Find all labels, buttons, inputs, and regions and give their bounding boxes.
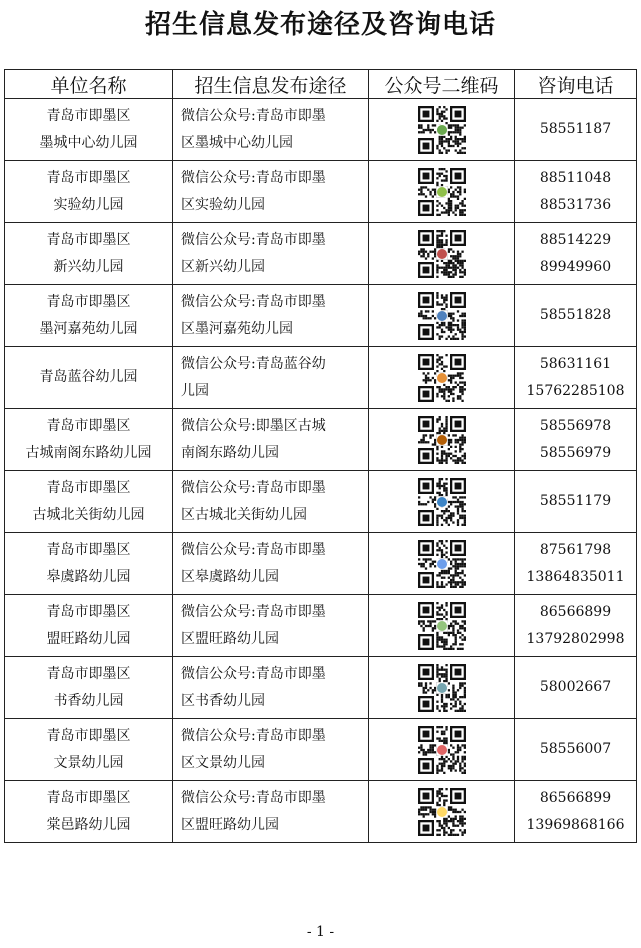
channel-cell bbox=[173, 409, 369, 471]
qr-cell bbox=[369, 781, 515, 843]
table-row bbox=[5, 161, 637, 223]
channel-line: 微信公众号:青岛市即墨 bbox=[181, 727, 326, 744]
channel-line: 区文景幼儿园 bbox=[181, 754, 265, 771]
qr-code-icon bbox=[418, 664, 466, 712]
header-channel: 招生信息发布途径 bbox=[173, 70, 369, 99]
table-row bbox=[5, 409, 637, 471]
channel-cell bbox=[173, 99, 369, 161]
table-row bbox=[5, 471, 637, 533]
channel-line: 区实验幼儿园 bbox=[181, 196, 265, 213]
unit-name-line: 青岛市即墨区 bbox=[46, 789, 131, 806]
phone-number: 87561798 bbox=[539, 541, 612, 558]
phone-number: 88531736 bbox=[539, 196, 612, 213]
unit-name-cell bbox=[5, 595, 173, 657]
unit-name-cell bbox=[5, 471, 173, 533]
channel-cell bbox=[173, 781, 369, 843]
unit-name-cell bbox=[5, 161, 173, 223]
unit-name-line: 墨城中心幼儿园 bbox=[39, 134, 138, 151]
qr-code-icon bbox=[418, 726, 466, 774]
unit-name-line: 文景幼儿园 bbox=[53, 754, 124, 771]
unit-name-line: 青岛市即墨区 bbox=[46, 107, 131, 124]
phone-number: 88514229 bbox=[539, 231, 612, 248]
phone-number: 58556978 bbox=[539, 417, 612, 434]
qr-cell bbox=[369, 657, 515, 719]
unit-name-cell bbox=[5, 657, 173, 719]
channel-line: 区墨城中心幼儿园 bbox=[181, 134, 293, 151]
phone-number: 58556007 bbox=[539, 741, 612, 757]
unit-name-cell bbox=[5, 719, 173, 781]
channel-cell bbox=[173, 347, 369, 409]
phone-number: 15762285108 bbox=[526, 382, 625, 399]
phone-cell bbox=[515, 719, 637, 781]
phone-number: 13792802998 bbox=[526, 630, 625, 647]
phone-cell bbox=[515, 223, 637, 285]
channel-cell bbox=[173, 223, 369, 285]
table-row bbox=[5, 347, 637, 409]
page-number: - 1 - bbox=[306, 924, 335, 940]
unit-name-line: 书香幼儿园 bbox=[53, 692, 124, 709]
phone-number: 86566899 bbox=[539, 789, 612, 806]
channel-line: 区墨河嘉苑幼儿园 bbox=[181, 320, 293, 337]
phone-cell bbox=[515, 471, 637, 533]
unit-name-line: 墨河嘉苑幼儿园 bbox=[39, 320, 138, 337]
phone-cell bbox=[515, 781, 637, 843]
unit-name-line: 古城南阁东路幼儿园 bbox=[25, 444, 152, 461]
unit-name-line: 青岛市即墨区 bbox=[46, 603, 131, 620]
qr-code-icon bbox=[418, 416, 466, 464]
channel-line: 区新兴幼儿园 bbox=[181, 258, 265, 275]
table-row bbox=[5, 595, 637, 657]
channel-cell bbox=[173, 161, 369, 223]
channel-line: 微信公众号:青岛市即墨 bbox=[181, 479, 326, 496]
table-row bbox=[5, 533, 637, 595]
channel-line: 区盟旺路幼儿园 bbox=[181, 816, 279, 833]
phone-cell bbox=[515, 285, 637, 347]
header-unit: 单位名称 bbox=[5, 70, 173, 99]
phone-number: 58551187 bbox=[539, 121, 612, 137]
table-row bbox=[5, 781, 637, 843]
channel-cell bbox=[173, 657, 369, 719]
channel-line: 微信公众号:青岛市即墨 bbox=[181, 789, 326, 806]
phone-cell bbox=[515, 347, 637, 409]
phone-cell bbox=[515, 161, 637, 223]
qr-cell bbox=[369, 533, 515, 595]
phone-cell bbox=[515, 409, 637, 471]
unit-name-line: 棠邑路幼儿园 bbox=[46, 816, 131, 833]
unit-name-line: 青岛市即墨区 bbox=[46, 727, 131, 744]
qr-cell bbox=[369, 471, 515, 533]
phone-cell bbox=[515, 99, 637, 161]
channel-line: 微信公众号:青岛市即墨 bbox=[181, 231, 326, 248]
channel-line: 微信公众号:青岛市即墨 bbox=[181, 541, 326, 558]
unit-name-cell bbox=[5, 533, 173, 595]
channel-line: 微信公众号:即墨区古城 bbox=[181, 417, 326, 434]
phone-number: 58556979 bbox=[539, 444, 612, 461]
phone-cell bbox=[515, 533, 637, 595]
channel-line: 微信公众号:青岛市即墨 bbox=[181, 665, 326, 682]
unit-name-cell bbox=[5, 409, 173, 471]
qr-code-icon bbox=[418, 540, 466, 588]
phone-number: 89949960 bbox=[539, 258, 612, 275]
qr-code-icon bbox=[418, 292, 466, 340]
channel-line: 微信公众号:青岛市即墨 bbox=[181, 293, 326, 310]
header-qr: 公众号二维码 bbox=[369, 70, 515, 99]
qr-code-icon bbox=[418, 602, 466, 650]
qr-code-icon bbox=[418, 478, 466, 526]
phone-number: 58002667 bbox=[539, 679, 612, 695]
qr-code-icon bbox=[418, 168, 466, 216]
qr-cell bbox=[369, 347, 515, 409]
unit-name-cell bbox=[5, 285, 173, 347]
channel-cell bbox=[173, 595, 369, 657]
channel-cell bbox=[173, 719, 369, 781]
channel-line: 微信公众号:青岛蓝谷幼 bbox=[181, 355, 326, 372]
unit-name-line: 青岛市即墨区 bbox=[46, 417, 131, 434]
table-header-row bbox=[5, 70, 637, 99]
phone-number: 88511048 bbox=[539, 169, 612, 186]
phone-cell bbox=[515, 657, 637, 719]
channel-cell bbox=[173, 285, 369, 347]
phone-number: 58551179 bbox=[539, 493, 612, 509]
channel-line: 区盟旺路幼儿园 bbox=[181, 630, 279, 647]
qr-cell bbox=[369, 409, 515, 471]
phone-number: 13969868166 bbox=[526, 816, 625, 833]
unit-name-cell bbox=[5, 781, 173, 843]
unit-name-line: 青岛市即墨区 bbox=[46, 541, 131, 558]
table-row bbox=[5, 223, 637, 285]
unit-name-line: 新兴幼儿园 bbox=[53, 258, 124, 275]
unit-name-line: 青岛市即墨区 bbox=[46, 293, 131, 310]
channel-cell bbox=[173, 533, 369, 595]
unit-name-line: 青岛市即墨区 bbox=[46, 479, 131, 496]
qr-cell bbox=[369, 595, 515, 657]
channel-line: 微信公众号:青岛市即墨 bbox=[181, 107, 326, 124]
page-title: 招生信息发布途径及咨询电话 bbox=[144, 10, 496, 40]
unit-name-line: 青岛市即墨区 bbox=[46, 231, 131, 248]
qr-cell bbox=[369, 161, 515, 223]
unit-name-line: 盟旺路幼儿园 bbox=[46, 630, 131, 647]
channel-line: 微信公众号:青岛市即墨 bbox=[181, 169, 326, 186]
unit-name-line: 青岛市即墨区 bbox=[46, 665, 131, 682]
table-row bbox=[5, 657, 637, 719]
channel-line: 区古城北关街幼儿园 bbox=[181, 506, 307, 523]
unit-name-cell bbox=[5, 347, 173, 409]
channel-line: 微信公众号:青岛市即墨 bbox=[181, 603, 326, 620]
unit-name-cell bbox=[5, 99, 173, 161]
header-phone: 咨询电话 bbox=[515, 70, 637, 99]
qr-cell bbox=[369, 99, 515, 161]
phone-number: 13864835011 bbox=[526, 568, 625, 585]
channel-line: 区书香幼儿园 bbox=[181, 692, 265, 709]
table-row bbox=[5, 285, 637, 347]
qr-cell bbox=[369, 285, 515, 347]
info-table bbox=[4, 69, 637, 843]
qr-code-icon bbox=[418, 106, 466, 154]
unit-name-line: 青岛市即墨区 bbox=[46, 169, 131, 186]
qr-code-icon bbox=[418, 788, 466, 836]
table-row bbox=[5, 719, 637, 781]
qr-cell bbox=[369, 719, 515, 781]
qr-cell bbox=[369, 223, 515, 285]
unit-name-line: 古城北关街幼儿园 bbox=[32, 506, 145, 523]
unit-name-cell bbox=[5, 223, 173, 285]
channel-line: 区皋虞路幼儿园 bbox=[181, 568, 279, 585]
channel-cell bbox=[173, 471, 369, 533]
qr-code-icon bbox=[418, 230, 466, 278]
phone-cell bbox=[515, 595, 637, 657]
unit-name-line: 实验幼儿园 bbox=[53, 196, 124, 213]
channel-line: 南阁东路幼儿园 bbox=[181, 444, 279, 461]
unit-name-line: 皋虞路幼儿园 bbox=[46, 568, 131, 585]
phone-number: 58631161 bbox=[539, 355, 612, 372]
channel-line: 儿园 bbox=[181, 382, 209, 399]
table-row bbox=[5, 99, 637, 161]
phone-number: 58551828 bbox=[539, 307, 612, 323]
qr-code-icon bbox=[418, 354, 466, 402]
unit-name-line: 青岛蓝谷幼儿园 bbox=[39, 369, 138, 385]
phone-number: 86566899 bbox=[539, 603, 612, 620]
